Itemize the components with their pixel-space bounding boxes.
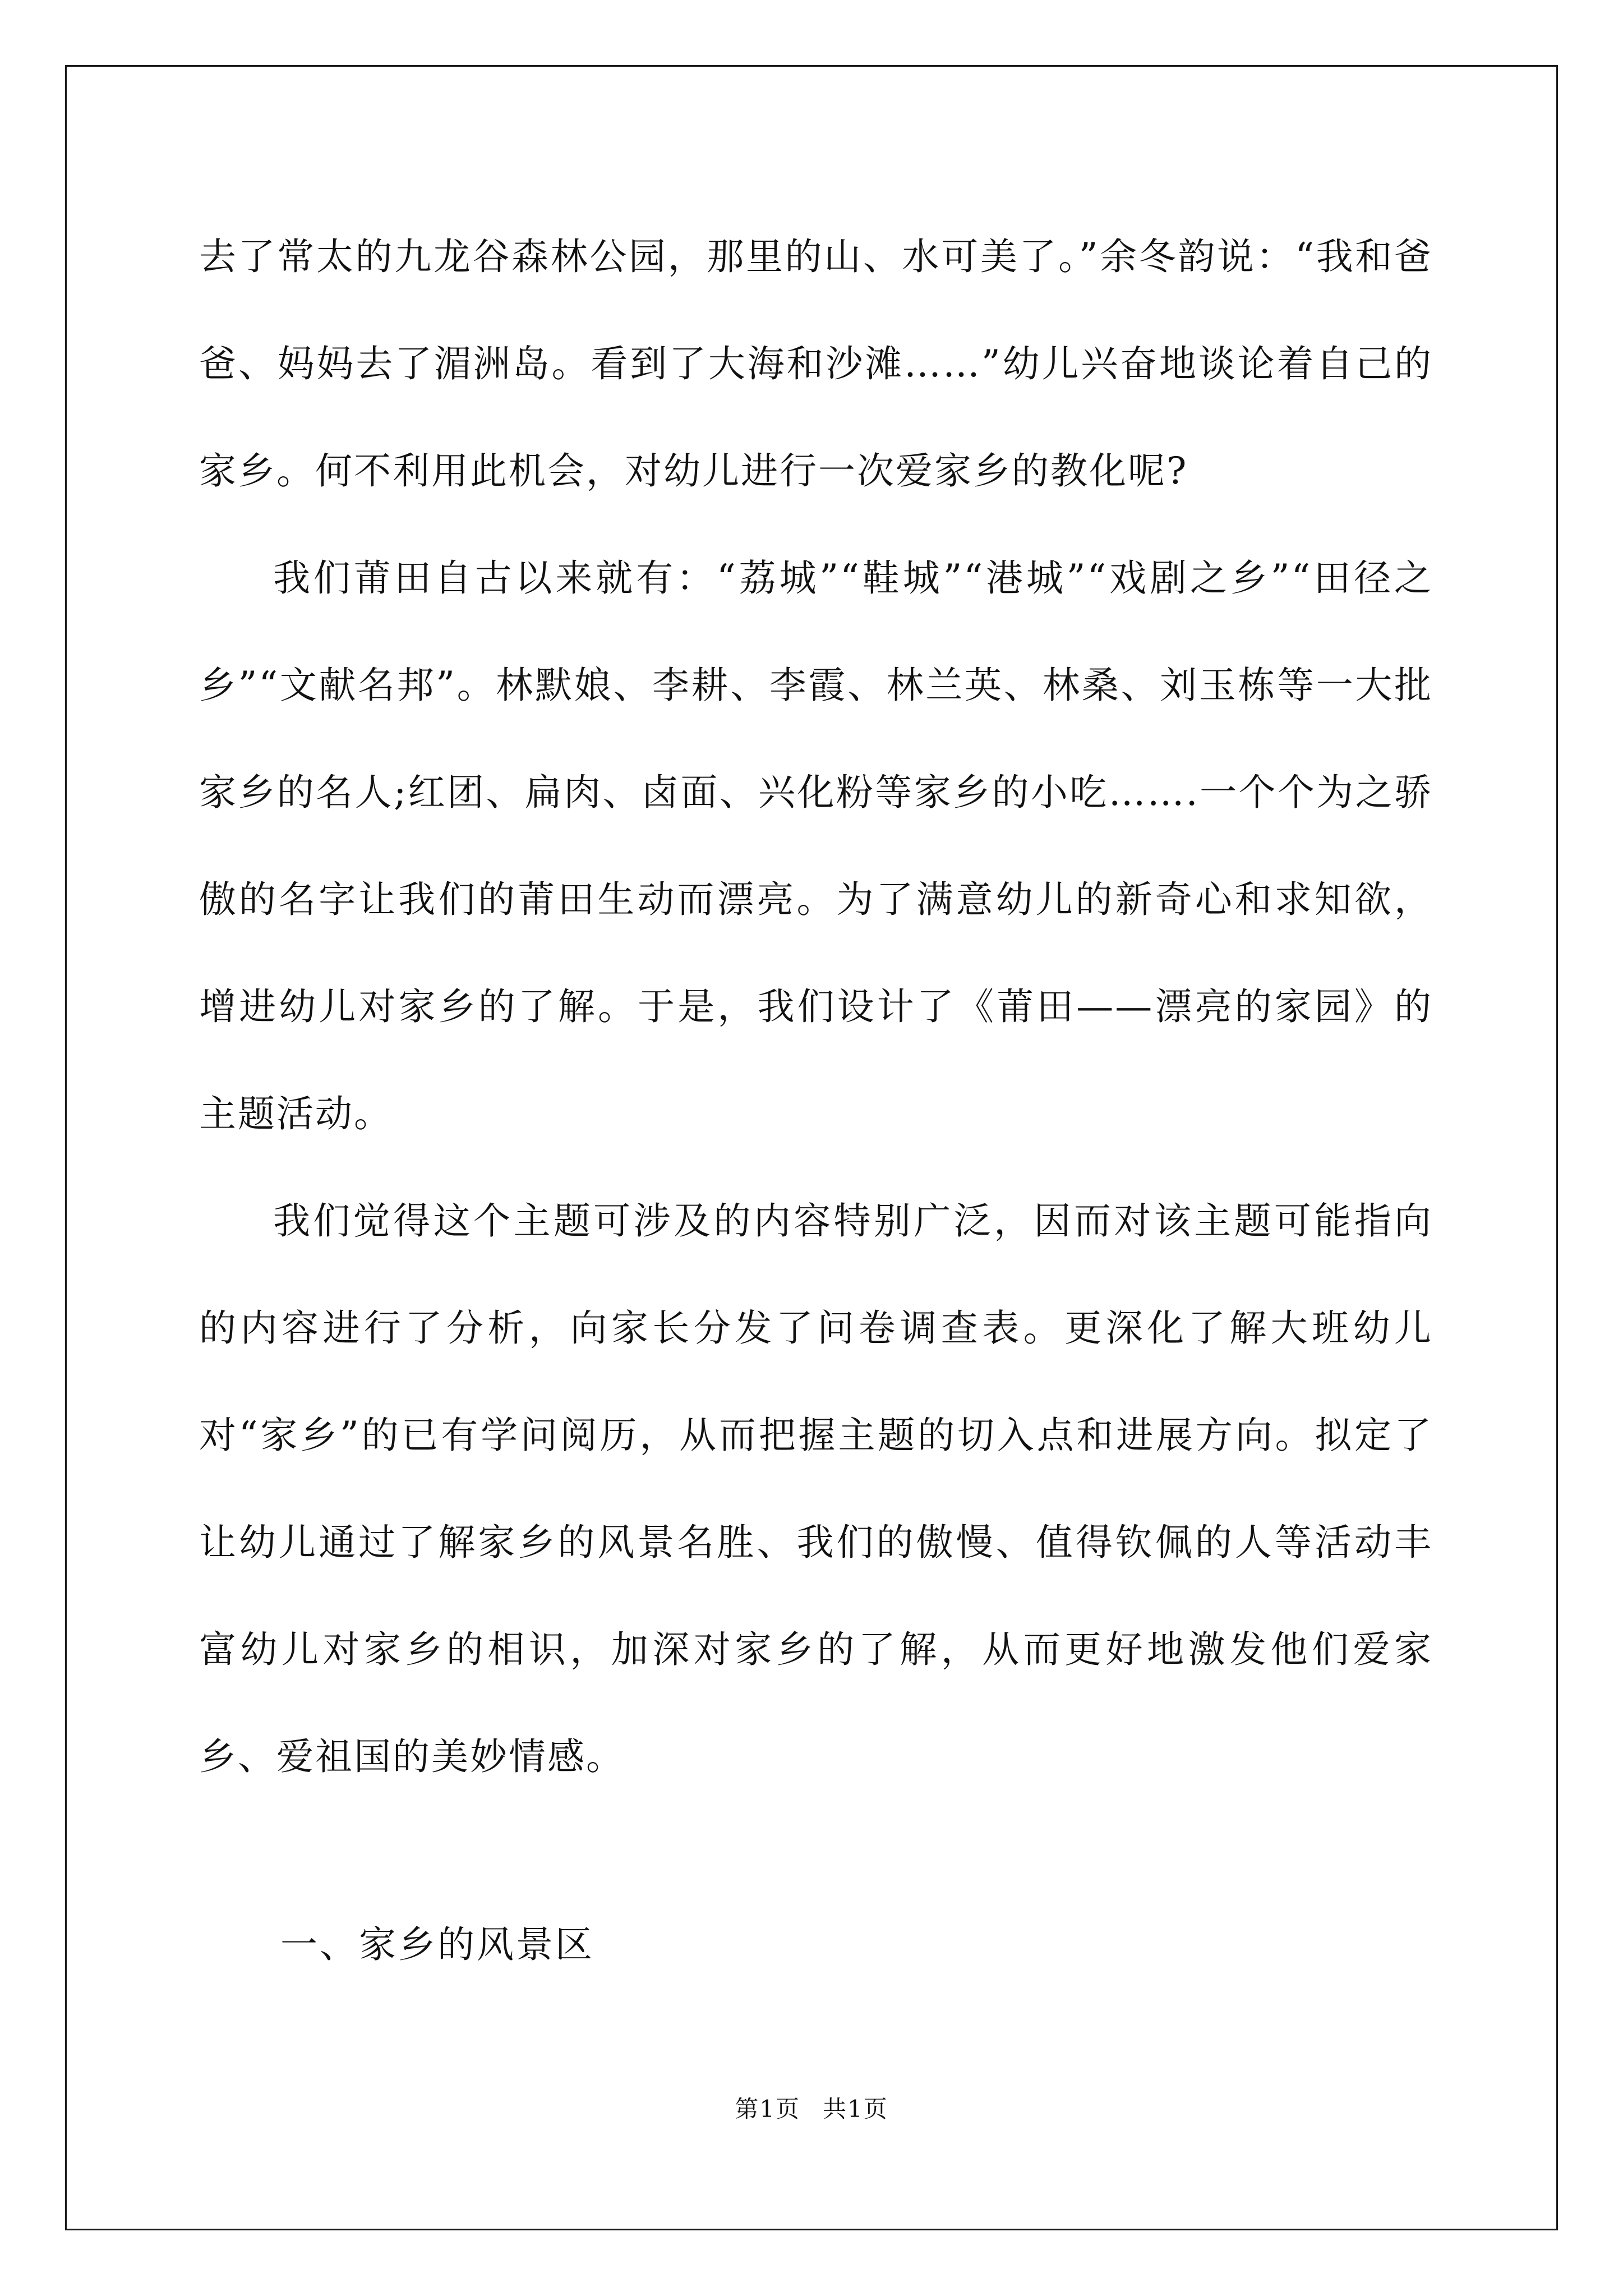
page-number: 第1页	[735, 2095, 800, 2123]
page-total: 共1页	[823, 2095, 888, 2123]
document-body	[199, 210, 1433, 1810]
paragraph-3: 我们觉得这个主题可涉及的内容特别广泛，因而对该主题可能指向的内容进行了分析，向家长分发了问卷调查表。更深化了解大班幼儿对“家乡”的已有学问阅历，从而把握主题的切入点和进展方向。拟定了让幼儿通过了解家乡的风景名胜、我们的傲慢、值得钦佩的人等活动丰富幼儿对家乡的相识，加深对家乡的了解，从而更好地激发他们爱家乡、爱祖国的美妙情感。	[199, 1199, 1433, 1778]
paragraph-1: 去了常太的九龙谷森林公园，那里的山、水可美了。”余冬韵说：“我和爸爸、妈妈去了湄洲岛。看到了大海和沙滩……”幼儿兴奋地谈论着自己的家乡。何不利用此机会，对幼儿进行一次爱家乡的教化呢?	[199, 235, 1433, 493]
page-footer	[0, 2091, 1623, 2124]
paragraph-2: 我们莆田自古以来就有：“荔城”“鞋城”“港城”“戏剧之乡”“田径之乡”“文献名邦”。林默娘、李耕、李霞、林兰英、林桑、刘玉栋等一大批家乡的名人;红团、扁肉、卤面、兴化粉等家乡的小吃…….一个个为之骄傲的名字让我们的莆田生动而漂亮。为了满意幼儿的新奇心和求知欲，增进幼儿对家乡的了解。于是，我们设计了《莆田——漂亮的家园》的主题活动。	[199, 556, 1433, 1135]
section-heading: 一、家乡的风景区	[280, 1923, 594, 1966]
